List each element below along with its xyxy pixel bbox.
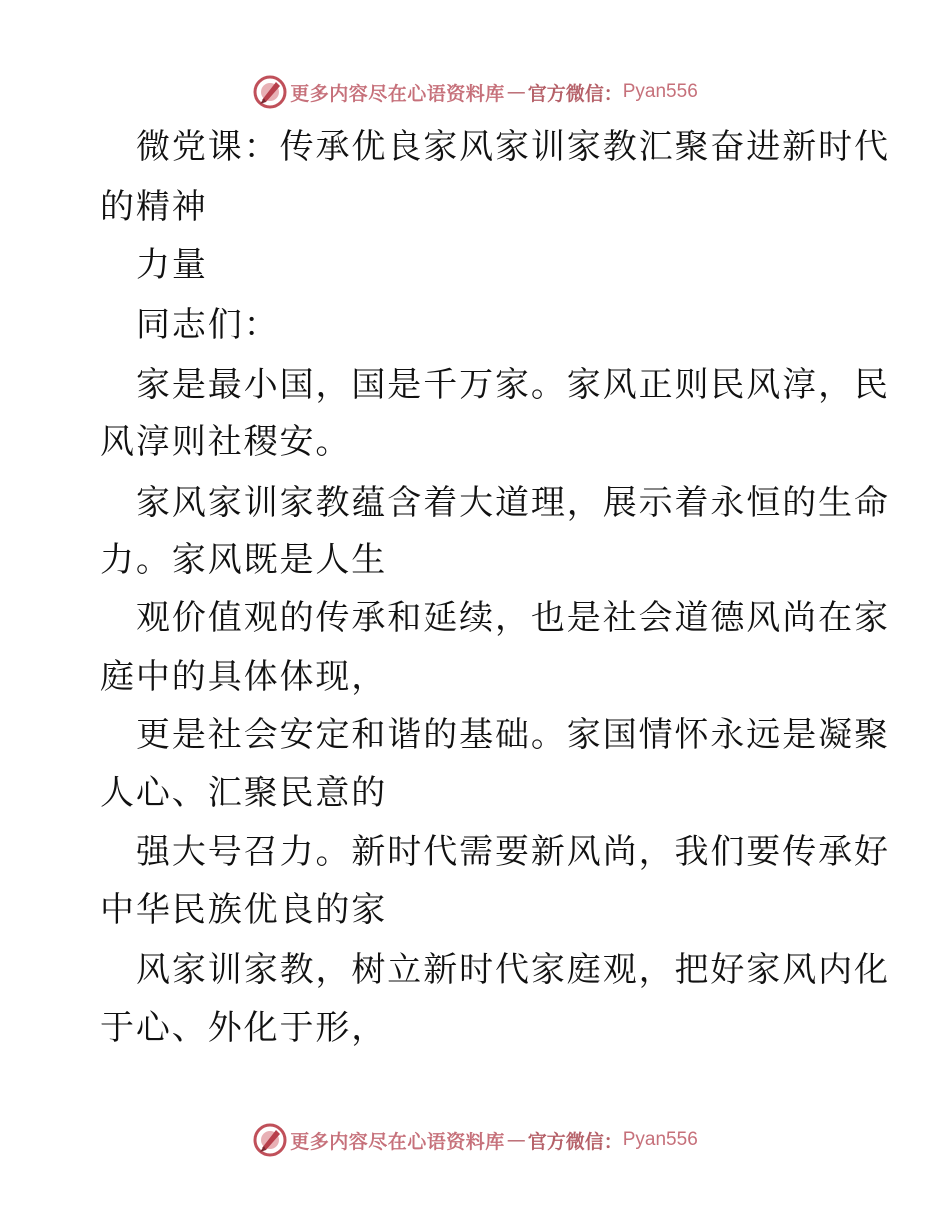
paragraph-line: 观价值观的传承和延续，也是社会道德风尚在家 [136, 598, 890, 638]
pen-logo-icon [252, 74, 288, 110]
watermark-separator: — [506, 1129, 526, 1151]
watermark-wechat-label: 官方微信： [527, 82, 623, 105]
paragraph-line: 庭中的具体体现， [100, 657, 388, 697]
title-line-1: 微党课：传承优良家风家训家教汇聚奋进新时代 [136, 127, 890, 167]
salutation: 同志们： [136, 305, 280, 345]
paragraph-line: 家是最小国，国是千万家。家风正则民风淳，民 [136, 365, 890, 405]
watermark-wechat-label: 官方微信： [527, 1130, 623, 1153]
watermark-separator: — [506, 81, 526, 103]
paragraph-line: 于心、外化于形， [100, 1008, 388, 1048]
paragraph-line: 风淳则社稷安。 [100, 422, 352, 462]
pen-logo-icon [252, 1122, 288, 1158]
paragraph-line: 力。家风既是人生 [100, 540, 388, 580]
watermark-text: 更多内容尽在心语资料库 [290, 82, 505, 105]
header-watermark [0, 70, 950, 114]
paragraph-line: 风家训家教，树立新时代家庭观，把好家风内化 [136, 950, 890, 990]
watermark-wechat-id: Pyan556 [622, 1129, 698, 1150]
paragraph-line: 中华民族优良的家 [100, 890, 388, 930]
footer-watermark [0, 1118, 950, 1162]
watermark-wechat-id: Pyan556 [622, 81, 698, 102]
paragraph-line: 家风家训家教蕴含着大道理，展示着永恒的生命 [136, 483, 890, 523]
watermark-text: 更多内容尽在心语资料库 [290, 1130, 505, 1153]
paragraph-line: 强大号召力。新时代需要新风尚，我们要传承好 [136, 832, 890, 872]
paragraph-line: 人心、汇聚民意的 [100, 773, 388, 813]
title-line-3: 力量 [136, 245, 208, 285]
paragraph-line: 更是社会安定和谐的基础。家国情怀永远是凝聚 [136, 715, 890, 755]
title-line-2: 的精神 [100, 187, 208, 227]
